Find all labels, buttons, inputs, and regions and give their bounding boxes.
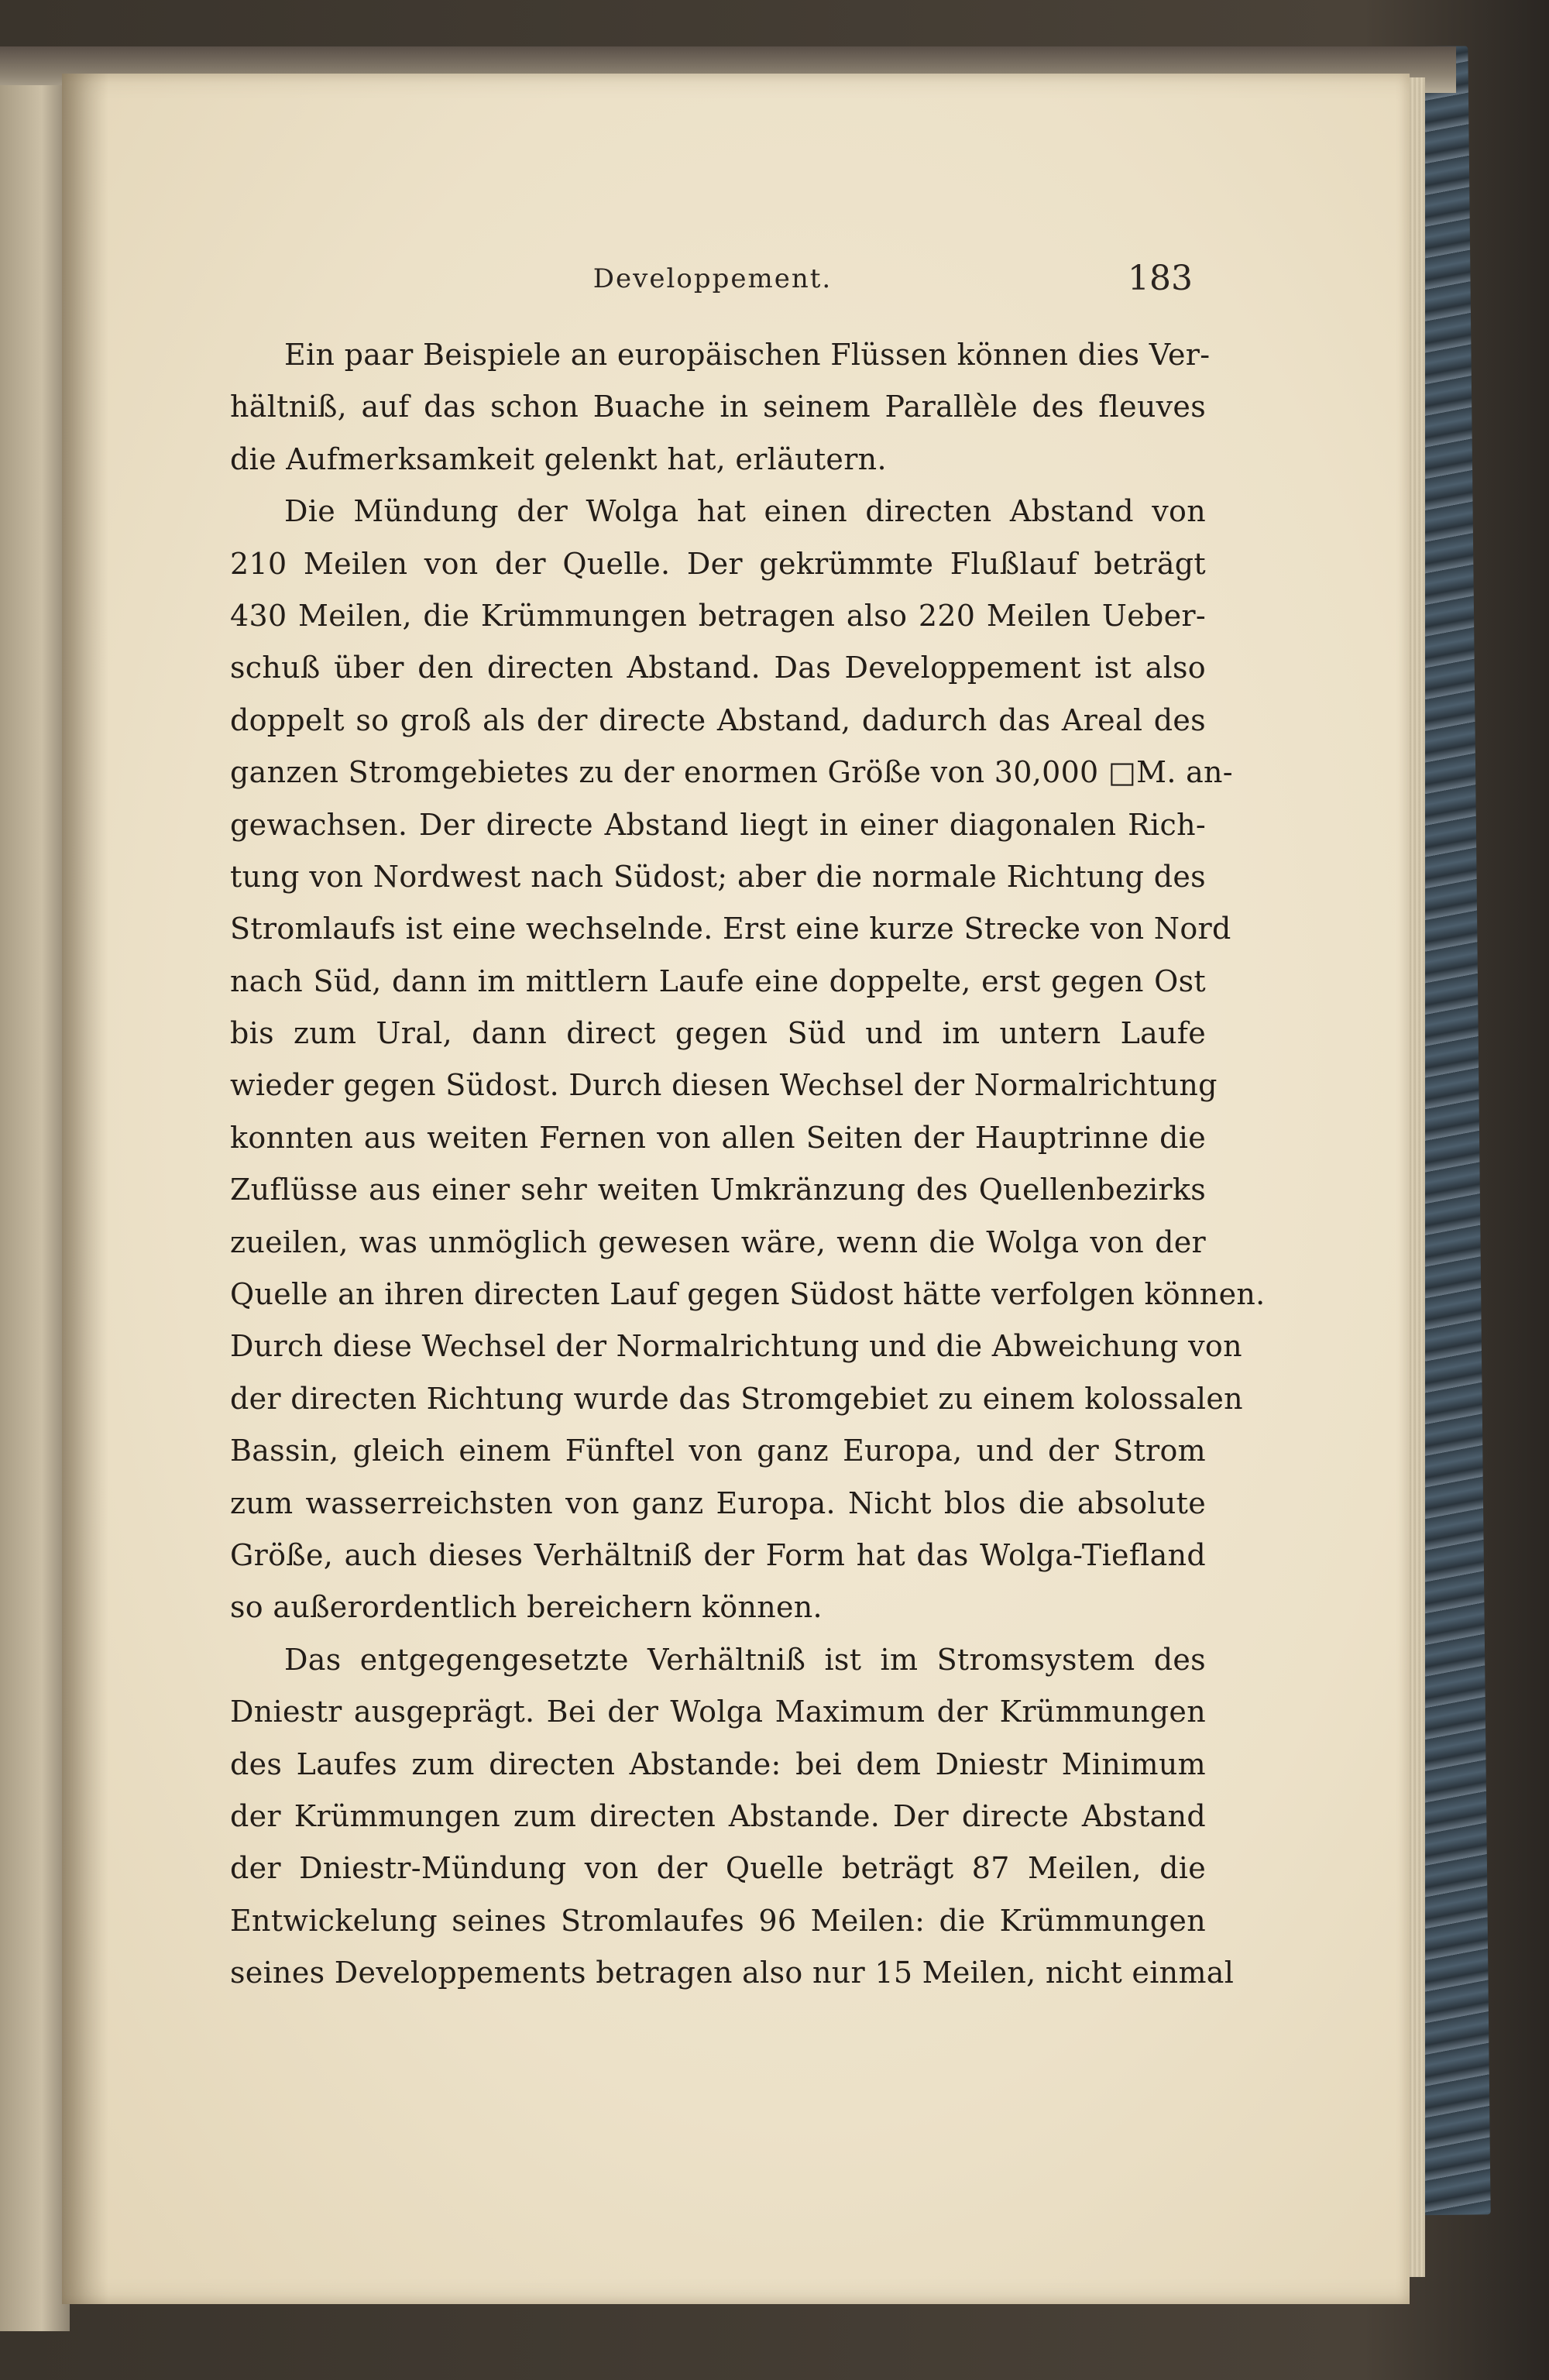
text-line: ganzen Stromgebietes zu der enormen Größe von 30,000 □M. an- (230, 755, 1233, 790)
page-number: 183 (1128, 259, 1193, 298)
text-line: Durch diese Wechsel der Normalrichtung und die Abweichung von (230, 1329, 1242, 1364)
text-line: schuß über den directen Abstand. Das Developpement ist also (230, 651, 1206, 685)
text-line: gewachsen. Der directe Abstand liegt in einer diagonalen Rich- (230, 807, 1206, 842)
text-line: Größe, auch dieses Verhältniß der Form hat das Wolga-Tiefland (230, 1537, 1206, 1572)
text-line: doppelt so groß als der directe Abstand, dadurch das Areal des (230, 702, 1206, 737)
text-line: 430 Meilen, die Krümmungen betragen also 220 Meilen Ueber- (230, 598, 1206, 633)
text-line: tung von Nordwest nach Südost; aber die normale Richtung des (230, 859, 1206, 894)
text-line: Bassin, gleich einem Fünftel von ganz Europa, und der Strom (230, 1434, 1206, 1468)
text-line: der Dniestr-Mündung von der Quelle beträgt 87 Meilen, die (230, 1851, 1206, 1886)
page-header (232, 259, 1193, 302)
text-line: zueilen, was unmöglich gewesen wäre, wenn die Wolga von der (230, 1224, 1206, 1259)
text-line: des Laufes zum directen Abstande: bei dem Dniestr Minimum (230, 1746, 1206, 1781)
text-line: nach Süd, dann im mittlern Laufe eine doppelte, erst gegen Ost (230, 963, 1206, 998)
body-text (230, 329, 1266, 2000)
text-line: Quelle an ihren directen Lauf gegen Südost hätte verfolgen können. (230, 1277, 1266, 1312)
text-line: Stromlaufs ist eine wechselnde. Erst eine kurze Strecke von Nord (230, 912, 1231, 946)
gutter-shadow (62, 74, 108, 2304)
text-line: Zuflüsse aus einer sehr weiten Umkränzung des Quellenbezirks (230, 1173, 1206, 1207)
text-line: Entwickelung seines Stromlaufes 96 Meilen: die Krümmungen (230, 1903, 1206, 1938)
text-line: Die Mündung der Wolga hat einen directen Abstand von (284, 494, 1206, 529)
text-line: so außerordentlich bereichern können. (230, 1590, 823, 1625)
running-head: Developpement. (592, 263, 833, 294)
text-line: der Krümmungen zum directen Abstande. Der directe Abstand (230, 1798, 1206, 1833)
text-line: Das entgegengesetzte Verhältniß ist im Stromsystem des (284, 1642, 1206, 1677)
text-line: zum wasserreichsten von ganz Europa. Nicht blos die absolute (230, 1485, 1206, 1520)
text-line: hältniß, auf das schon Buache in seinem Parallèle des fleuves (230, 390, 1206, 424)
text-line: wieder gegen Südost. Durch diesen Wechsel der Normalrichtung (230, 1068, 1218, 1103)
text-line: konnten aus weiten Fernen von allen Seiten der Hauptrinne die (230, 1120, 1206, 1155)
text-line: Ein paar Beispiele an europäischen Flüssen können dies Ver- (284, 338, 1211, 372)
text-line: der directen Richtung wurde das Stromgebiet zu einem kolossalen (230, 1381, 1243, 1416)
facing-page-edge (0, 85, 70, 2331)
text-line: seines Developpements betragen also nur 15 Meilen, nicht einmal (230, 1956, 1235, 1990)
text-line: Dniestr ausgeprägt. Bei der Wolga Maximum der Krümmungen (230, 1695, 1206, 1729)
text-line: 210 Meilen von der Quelle. Der gekrümmte Flußlauf beträgt (230, 546, 1206, 581)
text-line: die Aufmerksamkeit gelenkt hat, erläutern. (230, 441, 887, 476)
text-line: bis zum Ural, dann direct gegen Süd und im untern Laufe (230, 1016, 1206, 1051)
